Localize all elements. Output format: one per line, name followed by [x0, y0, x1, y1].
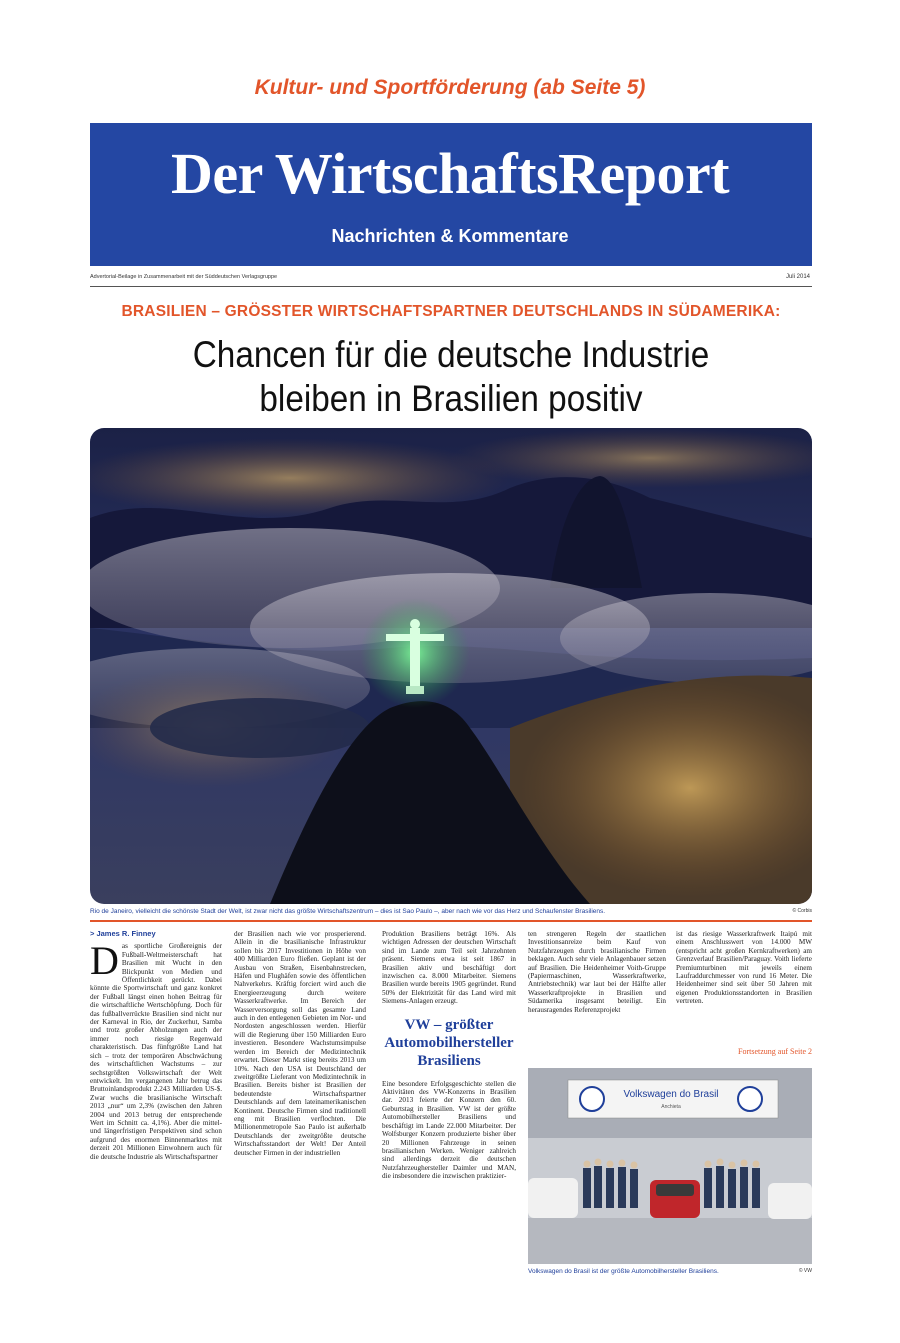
column-1-text: as sportliche Großereignis der Fußball-Weltmeisterschaft hat Brasilien mit Wucht in den Blickpunkt von Medien und Öffentlichkeit gerückt. Dabei könnte die Sportwirtschaft und ganz konkret der Fußball längst einen hohen Beitrag für die wirtschaftliche Wertschöpfung. Doch für das fußballverrückte Brasilien sind nicht nur der Karneval in Rio, der Zuckerhut, Samba und trotz großer Abholzungen auch der immer noch riesige Regenwald charakteristisch. Das fünftgrößte Land hat sich – trotz der temporären Abschwächung des wirtschaftlichen Wachstums – zur sechstgrößten Volkswirtschaft der Welt entwickelt. Im vergangenen Jahr betrug das Bruttoinlandsprodukt 2.243 Milliarden US-$. Zwar wuchs die brasilianische Wirtschaft 2013 „nur“ um 2,3% (zwischen den Jahren 2004 und 2013 betrug der entsprechende Wert im Schnitt ca. 4,1%). Aber die mittel- und längerfristigen Perspektiven sind schon aufgrund des enormen Binnenmarktes mit derzeit 201 Millionen Einwohnern auch für die deutsche Industrie als Wirtschaftspartner [90, 942, 222, 1161]
article-column-5 [676, 930, 812, 1040]
column-3-text-top: Produktion Brasiliens beträgt 16%. Als wichtigen Adressen der deutschen Wirtschaft sind im Lande zum Teil seit Jahrzehnten präsent. Siemens etwa ist seit 1867 in Brasilien aktiv und beschäftigt dort inzwischen ca. 8.000 Mitarbeiter. Siemens Brasilien wurde bereits 1905 gegründet. Rund 50% der Elektrizität für das Land wird mit Siemens-Anlagen erzeugt. [382, 930, 516, 1006]
teaser-kicker: Kultur- und Sportförderung (ab Seite 5) [254, 76, 646, 99]
edition-line [90, 272, 812, 284]
continued-link[interactable]: Fortsetzung auf Seite 2 [738, 1047, 812, 1056]
vw-photo-credit: © VW [798, 1268, 812, 1274]
column-3-text-bottom: Eine besondere Erfolgsgeschichte stellen die Aktivitäten des VW-Konzerns in Brasilien dar. 2013 feierte der Konzern den 60. Geburtstag in Brasilien. VW ist der größte Automobilhersteller Brasiliens und beschäftigt im Lande 22.000 Mitarbeiter. Der Wolfsburger Konzern produzierte bisher über 20 Millionen Fahrzeuge in seinen brasilianischen Werken. Weniger zahlreich sind allerdings derzeit die deutschen Nutzfahrzeughersteller Daimler und MAN, die insbesondere die inzwischen praktizier- [382, 1079, 516, 1181]
column-2-text: der Brasilien nach wie vor prosperierend. Allein in die brasilianische Infrastruktur sollen bis 2017 Investitionen in Höhe von 400 Milliarden Euro fließen. Geplant ist der Ausbau von Straßen, Eisenbahnstrecken, Häfen und Flughäfen sowie des öffentlichen Nahverkehrs. Kräftig forciert wird auch die Energieerzeugung durch weitere Wasserkraftwerke. Im Bereich der Wasserversorgung soll das gesamte Land auch in den entlegenen Gebieten im Nor- und Nordosten angeschlossen werden. Hierfür will die Regierung über 150 Milliarden Euro investieren. Besondere Wachstumsimpulse werden im Bereich der Medizintechnik erwartet. Dieser Markt stieg bereits 2013 um 10%. Nach den USA ist Deutschland der zweitgrößte Lieferant von Medizintechnik in Brasilien. Bereits bisher ist Brasilien der bedeutendste Wirtschaftspartner Deutschlands auf dem lateinamerikanischen Kontinent. Deutsche Firmen sind traditionell eng mit Brasilien verflochten. Die Millionenmetropole Sao Paulo ist außerhalb Deutschlands der zweitgrößte deutsche Wirtschaftsstandort der Welt! Der Anteil deutscher Firmen in der industriellen [234, 930, 366, 1157]
vw-photo-caption [528, 1268, 812, 1280]
vw-banner-text: Volkswagen do Brasil [623, 1089, 719, 1100]
column-4-text: ten strengeren Regeln der staatlichen Investitionsanreize beim Kauf von Nutzfahrzeugen durch brasilianische Firmen beklagen. Auch sehr viele Anlagenbauer setzen auf Brasilien. Die Heidenheimer Voith-Gruppe (Papiermaschinen, Wasserkraftwerke, Antriebstechnik) war laut bei der Hälfte aller Wasserkraftprojekte in Brasilien und Südamerika insgesamt beteiligt. Ein herausragendes Referenzprojekt [528, 930, 666, 1014]
vw-factory-photo [528, 1068, 812, 1264]
hero-caption [90, 908, 812, 920]
caption-rule [90, 920, 812, 922]
article-column-1 [90, 930, 222, 1290]
headline-line-2: bleiben in Brasilien positiv [259, 378, 643, 419]
article-column-4 [528, 930, 666, 1050]
masthead-title: Der WirtschaftsReport [170, 141, 730, 206]
column-5-text: ist das riesige Wasserkraftwerk Itaipú mit einem Anschlusswert von 14.000 MW (entspricht acht großen Kernkraftwerken) am Grenzverlauf Brasilien/Paraguay. Voith lieferte Premiumturbinen mit jeweils einem Laufraddurchmesser von rund 16 Meter. Die Heidenheimer sind seit über 50 Jahren mit eigenen Produktionsstandorten in Brasilien vertreten. [676, 930, 812, 1006]
vw-subheading: VW – größter Automobilhersteller Brasiliens [384, 1016, 514, 1069]
dropcap: D [90, 938, 119, 984]
topic-line: BRASILIEN – GRÖSSTER WIRTSCHAFTSPARTNER DEUTSCHLANDS IN SÜDAMERIKA: [121, 303, 781, 320]
headline [126, 333, 776, 421]
article-column-2 [234, 930, 366, 1290]
article-column-3 [382, 930, 516, 1290]
vw-photo-caption-text: Volkswagen do Brasil ist der größte Automobilhersteller Brasiliens. [528, 1268, 719, 1275]
hero-caption-text: Rio de Janeiro, vielleicht die schönste Stadt der Welt, ist zwar nicht das größte Wirtschaftszentrum – dies ist Sao Paulo –, aber nach wie vor das Herz und Schaufenster Brasiliens. [90, 908, 606, 915]
masthead-subtitle: Nachrichten & Kommentare [331, 226, 569, 246]
hero-credit: © Corbis [792, 908, 812, 914]
hero-photo [90, 428, 812, 904]
author-byline: > James R. Finney [90, 930, 156, 938]
divider [90, 286, 812, 287]
issue-date: Juli 2014 [785, 274, 810, 280]
edition-note: Advertorial-Beilage in Zusammenarbeit mit der Süddeutschen Verlagsgruppe [90, 274, 278, 280]
headline-line-1: Chancen für die deutsche Industrie [192, 334, 710, 375]
vw-banner-sub: Anchieta [661, 1104, 681, 1110]
